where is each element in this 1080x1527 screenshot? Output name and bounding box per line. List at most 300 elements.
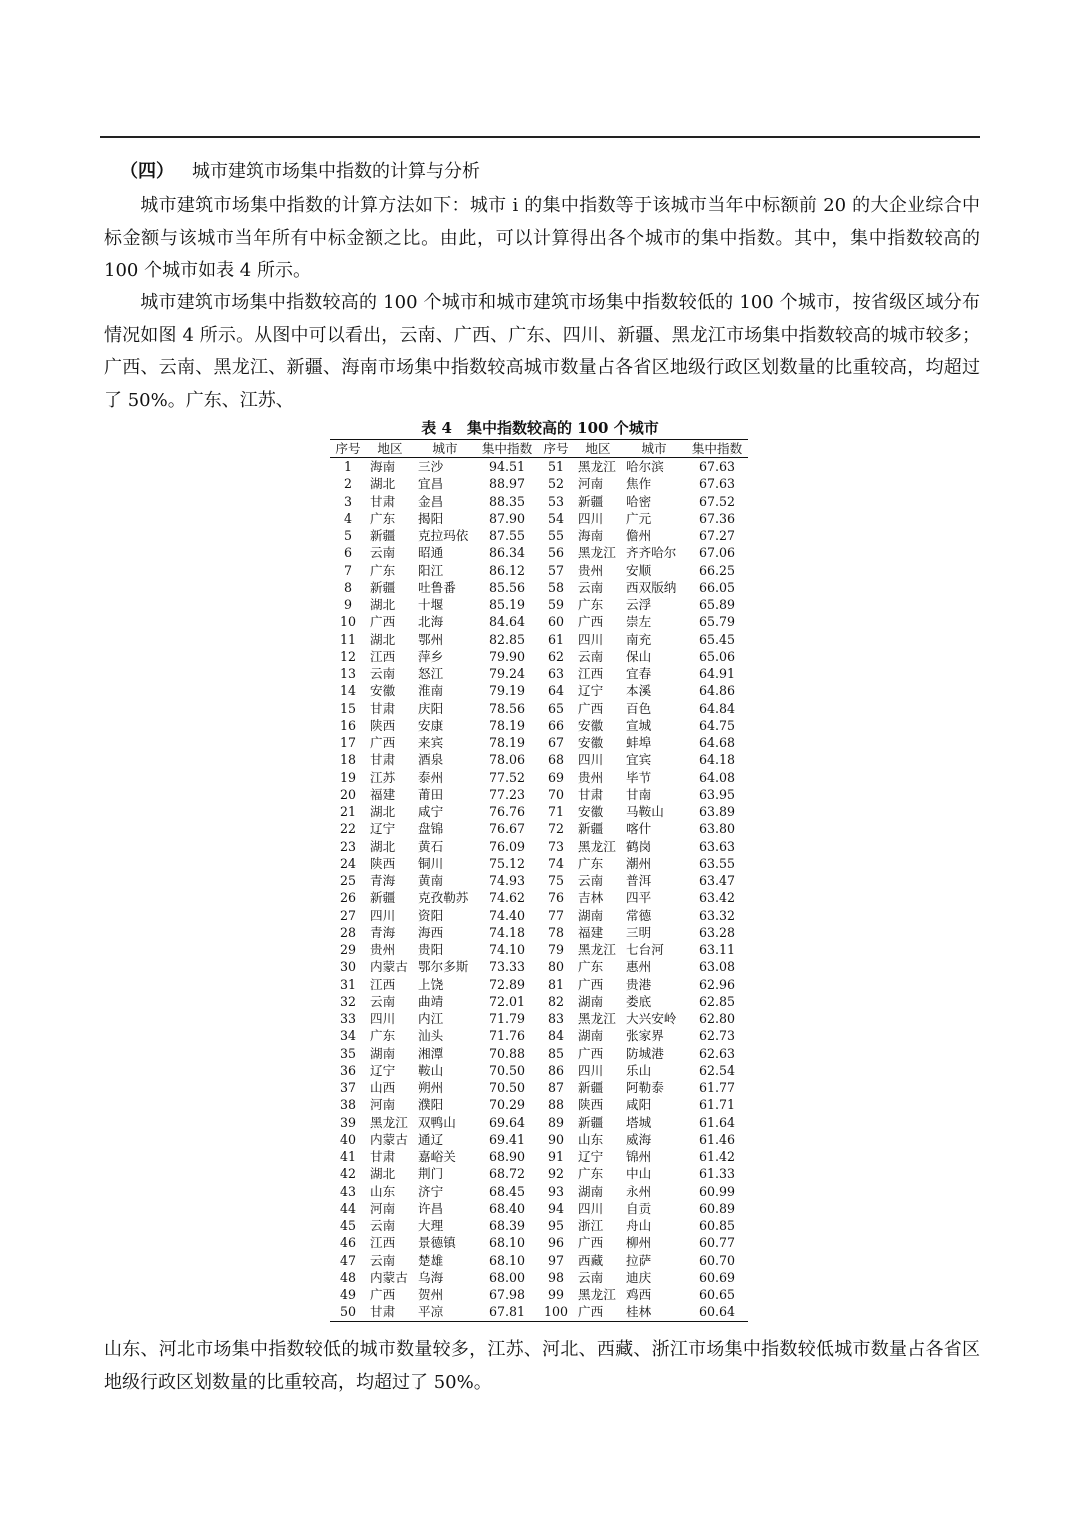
- table-row: [330, 493, 748, 510]
- table-row: [330, 562, 748, 579]
- table-cell: 湖北: [370, 1166, 396, 1182]
- table-cell: 鹤岗: [626, 838, 652, 854]
- table-cell: 98: [547, 1269, 565, 1285]
- table-row: [330, 751, 748, 768]
- table-cell: 永州: [626, 1183, 652, 1199]
- table-cell: 59: [547, 597, 565, 612]
- table-cell: 江西: [370, 648, 396, 664]
- table-row: [330, 665, 748, 682]
- table-cell: 88.35: [488, 493, 526, 509]
- table-cell: 蚌埠: [626, 735, 652, 750]
- table-cell: 82.85: [488, 631, 526, 647]
- table-cell: 七台河: [626, 942, 664, 957]
- table-row: [330, 786, 748, 803]
- table-cell: 鄂州: [418, 631, 444, 647]
- table-cell: 海南: [578, 528, 604, 543]
- table-row: [330, 803, 748, 820]
- table-cell: 来宾: [418, 735, 444, 750]
- table-row: [330, 838, 748, 855]
- table-cell: 63.80: [698, 821, 736, 837]
- table-cell: 95: [547, 1218, 565, 1233]
- table-cell: 桂林: [622, 1303, 686, 1321]
- table-row: [330, 1200, 748, 1217]
- table-cell: 海西: [418, 924, 444, 940]
- table-cell: 33: [339, 1011, 357, 1026]
- table-cell: 广东: [578, 597, 604, 612]
- table-cell: 安徽: [578, 804, 604, 819]
- table-cell: 江西: [370, 976, 396, 992]
- table-cell: 28: [339, 924, 357, 940]
- table-cell: 94: [547, 1200, 565, 1216]
- table-cell: 64: [547, 683, 565, 699]
- table-cell: 宜春: [626, 666, 652, 681]
- table-cell: 新疆: [370, 579, 396, 595]
- table-row: [330, 1148, 748, 1165]
- table-cell: 张家界: [626, 1028, 664, 1044]
- header-index: 集中指数: [686, 440, 748, 458]
- table-cell: 94.51: [488, 459, 526, 474]
- table-cell: 湖南: [370, 1045, 396, 1061]
- table-row: [330, 700, 748, 717]
- table-cell: 88.97: [488, 476, 526, 492]
- table-row: [330, 872, 748, 889]
- table-cell: 72: [547, 821, 565, 837]
- table-cell: 17: [339, 735, 357, 750]
- table-cell: 贵州: [578, 562, 604, 578]
- table-cell: 12: [339, 648, 357, 664]
- table-cell: 淮南: [418, 683, 444, 699]
- table-cell: 荆门: [418, 1166, 444, 1182]
- table-cell: 吐鲁番: [418, 579, 456, 595]
- table-cell: 63.63: [698, 838, 736, 854]
- table-cell: 湖南: [578, 1028, 604, 1044]
- table-row: [330, 855, 748, 872]
- table-cell: 克拉玛依: [418, 528, 469, 543]
- table-cell: 64.84: [698, 700, 736, 716]
- table-cell: 四川: [370, 1011, 396, 1026]
- table-cell: 74.40: [488, 907, 526, 923]
- table-cell: 黑龙江: [578, 459, 616, 474]
- table-row: [330, 458, 748, 476]
- table-cell: 辽宁: [578, 683, 604, 699]
- table-cell: 74.62: [488, 890, 526, 906]
- table-row: [330, 510, 748, 527]
- table-cell: 70.50: [488, 1062, 526, 1078]
- table-cell: 63.55: [698, 855, 736, 871]
- table-row: [330, 1062, 748, 1079]
- table-cell: 通辽: [418, 1131, 444, 1147]
- table-cell: 广西: [578, 1235, 604, 1251]
- table-cell: 57: [547, 562, 565, 578]
- table-cell: 86.34: [488, 545, 526, 561]
- table-cell: 80: [547, 959, 565, 975]
- table-cell: 65: [547, 700, 565, 716]
- table-cell: 鸡西: [626, 1287, 652, 1302]
- table-cell: 25: [339, 873, 357, 888]
- table-row: [330, 907, 748, 924]
- table-cell: 56: [547, 545, 565, 561]
- table-cell: 吉林: [578, 890, 604, 906]
- table-row: [330, 958, 748, 975]
- table-cell: 79.19: [488, 683, 526, 699]
- table-cell: 60.69: [698, 1269, 736, 1285]
- table-cell: 新疆: [370, 890, 396, 906]
- table-cell: 51: [547, 459, 565, 474]
- table-cell: 内蒙古: [370, 1131, 408, 1147]
- table-cell: 宜昌: [418, 476, 444, 492]
- table-cell: 广东: [578, 855, 604, 871]
- table-row: [330, 820, 748, 837]
- table-cell: 鄂尔多斯: [418, 959, 469, 975]
- table-cell: 64.91: [698, 666, 736, 681]
- table-cell: 甘肃: [370, 493, 396, 509]
- table-cell: 黑龙江: [578, 838, 616, 854]
- table-cell: 四川: [370, 907, 396, 923]
- table-cell: 36: [339, 1062, 357, 1078]
- table-cell: 江苏: [370, 769, 396, 785]
- table-cell: 67.98: [488, 1287, 526, 1302]
- header-index: 集中指数: [476, 440, 538, 458]
- table-row: [330, 769, 748, 786]
- table-cell: 62.54: [698, 1062, 736, 1078]
- table-cell: 贵州: [578, 769, 604, 785]
- table-cell: 安徽: [578, 717, 604, 733]
- table-cell: 甘肃: [370, 700, 396, 716]
- table-cell: 塔城: [626, 1114, 652, 1130]
- table-cell: 49: [339, 1287, 357, 1302]
- table-cell: 云南: [370, 1218, 396, 1233]
- table-cell: 广西: [370, 614, 396, 630]
- table-cell: 74: [547, 855, 565, 871]
- table-row: [330, 544, 748, 561]
- table-cell: 陕西: [370, 717, 396, 733]
- table-cell: 63.95: [698, 786, 736, 802]
- table-cell: 贺州: [418, 1287, 444, 1302]
- table-cell: 60.89: [698, 1200, 736, 1216]
- table-cell: 64.75: [698, 717, 736, 733]
- table-cell: 72.89: [488, 976, 526, 992]
- table-cell: 7: [343, 562, 352, 578]
- table-cell: 61.33: [698, 1166, 736, 1182]
- table-cell: 89: [547, 1114, 565, 1130]
- table-cell: 湖北: [370, 838, 396, 854]
- table-cell: 广东: [370, 562, 396, 578]
- table-cell: 许昌: [418, 1200, 444, 1216]
- table-cell: 云南: [370, 545, 396, 561]
- table-cell: 62.85: [698, 993, 736, 1009]
- table-cell: 61.64: [698, 1114, 736, 1130]
- table-cell: 62.63: [698, 1045, 736, 1061]
- table-cell: 66: [547, 717, 565, 733]
- table-cell: 三沙: [418, 459, 444, 474]
- table-cell: 20: [339, 786, 357, 802]
- table-cell: 67.63: [698, 459, 736, 474]
- table-cell: 22: [339, 821, 357, 837]
- header-region: 地区: [366, 440, 414, 458]
- table-cell: 62.73: [698, 1028, 736, 1044]
- table-cell: 69.64: [488, 1114, 526, 1130]
- table-cell: 齐齐哈尔: [626, 545, 677, 561]
- header-city: 城市: [622, 440, 686, 458]
- section-heading: [120, 158, 480, 186]
- table-cell: 黑龙江: [370, 1114, 408, 1130]
- table-cell: 74.18: [488, 924, 526, 940]
- table-cell: 68.40: [488, 1200, 526, 1216]
- table-cell: 内蒙古: [370, 959, 408, 975]
- table-cell: 67.52: [698, 493, 736, 509]
- table-cell: 河南: [370, 1200, 396, 1216]
- table-cell: 24: [339, 855, 357, 871]
- table-cell: 浙江: [578, 1218, 604, 1233]
- table-cell: 67: [547, 735, 565, 750]
- table-cell: 潮州: [626, 855, 652, 871]
- table-cell: 69: [547, 769, 565, 785]
- table-cell: 庆阳: [418, 700, 444, 716]
- table-cell: 哈密: [626, 493, 652, 509]
- table-cell: 67.27: [698, 528, 736, 543]
- table-row: [330, 1183, 748, 1200]
- table-cell: 68.10: [488, 1235, 526, 1251]
- table-cell: 云浮: [626, 597, 652, 612]
- table-cell: 76.67: [488, 821, 526, 837]
- table-cell: 内江: [418, 1011, 444, 1026]
- table-cell: 湖北: [370, 631, 396, 647]
- table-cell: 乐山: [626, 1062, 652, 1078]
- table-cell: 贵港: [626, 976, 652, 992]
- table-cell: 9: [343, 597, 352, 612]
- table-cell: 64.18: [698, 752, 736, 768]
- table-cell: 39: [339, 1114, 357, 1130]
- table-cell: 82: [547, 993, 565, 1009]
- table-cell: 76.76: [488, 804, 526, 819]
- table-cell: 78.19: [488, 735, 526, 750]
- table-cell: 67.36: [698, 510, 736, 526]
- table-cell: 19: [339, 769, 357, 785]
- table-cell: 克孜勒苏: [418, 890, 469, 906]
- table-cell: 汕头: [418, 1028, 444, 1044]
- table-cell: 黑龙江: [578, 1287, 616, 1302]
- table-cell: 防城港: [626, 1045, 664, 1061]
- table-cell: 景德镇: [418, 1235, 456, 1251]
- table-cell: 广元: [626, 510, 652, 526]
- table-cell: 黄石: [418, 838, 444, 854]
- table-cell: 85: [547, 1045, 565, 1061]
- table-cell: 31: [339, 976, 357, 992]
- table-cell: 黄南: [418, 873, 444, 888]
- table-cell: 四川: [578, 510, 604, 526]
- header-region: 地区: [574, 440, 622, 458]
- table-cell: 77.23: [488, 786, 526, 802]
- table-cell: 咸宁: [418, 804, 444, 819]
- table-cell: 97: [547, 1252, 565, 1268]
- table-cell: 北海: [418, 614, 444, 630]
- table-cell: 江西: [370, 1235, 396, 1251]
- table-cell: 铜川: [418, 855, 444, 871]
- table-cell: 8: [343, 579, 352, 595]
- table-cell: 湖南: [578, 1183, 604, 1199]
- table-cell: 62: [547, 648, 565, 664]
- table-cell: 山东: [370, 1183, 396, 1199]
- header-no: 序号: [538, 440, 574, 458]
- table-cell: 拉萨: [626, 1252, 652, 1268]
- table-cell: 广西: [578, 1045, 604, 1061]
- table-cell: 81: [547, 976, 565, 992]
- table-cell: 广东: [578, 1166, 604, 1182]
- table-cell: 62.96: [698, 976, 736, 992]
- table-cell: 甘南: [626, 786, 652, 802]
- table-cell: 18: [339, 752, 357, 768]
- table-cell: 湖南: [578, 993, 604, 1009]
- table-cell: 63.11: [698, 942, 736, 957]
- table-cell: 西双版纳: [626, 579, 677, 595]
- table-cell: 甘肃: [370, 752, 396, 768]
- header-no: 序号: [330, 440, 366, 458]
- table-cell: 63.47: [698, 873, 736, 888]
- table-cell: 92: [547, 1166, 565, 1182]
- table-cell: 52: [547, 476, 565, 492]
- table-cell: 61.71: [698, 1097, 736, 1113]
- table-cell: 73.33: [488, 959, 526, 975]
- table-cell: 1: [343, 459, 352, 474]
- header-city: 城市: [414, 440, 476, 458]
- table-cell: 揭阳: [418, 510, 444, 526]
- table-cell: 辽宁: [578, 1149, 604, 1164]
- table-cell: 99: [547, 1287, 565, 1302]
- table-row: [330, 993, 748, 1010]
- table-cell: 16: [339, 717, 357, 733]
- table-row: [330, 1045, 748, 1062]
- paragraph-2: 城市建筑市场集中指数较高的 100 个城市和城市建筑市场集中指数较低的 100 个城市，按省级区域分布情况如图 4 所示。从图中可以看出，云南、广西、广东、四川、新疆、黑龙江市场集中指数较高的城市较多；广西、云南、黑龙江、新疆、海南市场集中指数较高城市数量占各省区地级行政区划数量的比重较高，均超过了 50%。广东、江苏、: [104, 292, 980, 411]
- table-row: [330, 976, 748, 993]
- table-cell: 90: [547, 1131, 565, 1147]
- table-cell: 21: [339, 804, 357, 819]
- table-cell: 6: [343, 545, 352, 561]
- header-rule: [100, 136, 980, 138]
- table-cell: 66.25: [698, 562, 736, 578]
- table-cell: 65.45: [698, 631, 736, 647]
- section-title: 城市建筑市场集中指数的计算与分析: [192, 161, 480, 182]
- table-cell: 60.85: [698, 1218, 736, 1233]
- table-cell: 甘肃: [366, 1303, 414, 1321]
- table-cell: 广西: [574, 1303, 622, 1321]
- table-row: [330, 1010, 748, 1027]
- table-cell: 78.56: [488, 700, 526, 716]
- table-cell: 93: [547, 1183, 565, 1199]
- table-cell: 60.77: [698, 1235, 736, 1251]
- table-cell: 广东: [578, 959, 604, 975]
- table-cell: 本溪: [626, 683, 652, 699]
- table-cell: 5: [343, 528, 352, 543]
- table-cell: 66.05: [698, 579, 736, 595]
- table-cell: 71.76: [488, 1028, 526, 1044]
- table-cell: 楚雄: [418, 1252, 444, 1268]
- table-cell: 77.52: [488, 769, 526, 785]
- table-row: [330, 1165, 748, 1182]
- table-cell: 10: [339, 614, 357, 630]
- table-cell: 64.68: [698, 735, 736, 750]
- table-cell: 35: [339, 1045, 357, 1061]
- table-cell: 广西: [370, 735, 396, 750]
- table-cell: 68.45: [488, 1183, 526, 1199]
- table-cell: 平凉: [414, 1303, 476, 1321]
- table-cell: 77: [547, 907, 565, 923]
- table-cell: 44: [339, 1200, 357, 1216]
- table-cell: 79.24: [488, 666, 526, 681]
- table-cell: 41: [339, 1149, 357, 1164]
- table-cell: 4: [343, 510, 352, 526]
- table-cell: 86.12: [488, 562, 526, 578]
- table-cell: 安顺: [626, 562, 652, 578]
- table-cell: 63: [547, 666, 565, 681]
- table-cell: 63.32: [698, 907, 736, 923]
- table-cell: 63.28: [698, 924, 736, 940]
- table-cell: 青海: [370, 924, 396, 940]
- table-cell: 70.50: [488, 1080, 526, 1095]
- table-cell: 84.64: [488, 614, 526, 630]
- table-cell: 自贡: [626, 1200, 652, 1216]
- table-cell: 2: [343, 476, 352, 492]
- table-header-row: [330, 440, 748, 458]
- table-cell: 西藏: [578, 1252, 604, 1268]
- table-cell: 64.08: [698, 769, 736, 785]
- table-cell: 甘肃: [578, 786, 604, 802]
- table-row: [330, 1027, 748, 1044]
- table-cell: 70: [547, 786, 565, 802]
- table-cell: 23: [339, 838, 357, 854]
- table-row: [330, 1096, 748, 1113]
- table-cell: 67.63: [698, 476, 736, 492]
- table-cell: 惠州: [626, 959, 652, 975]
- table-cell: 76.09: [488, 838, 526, 854]
- table-row: [330, 648, 748, 665]
- table-cell: 60.99: [698, 1183, 736, 1199]
- table-cell: 山西: [370, 1080, 396, 1095]
- table-cell: 云南: [370, 666, 396, 681]
- table-cell: 舟山: [626, 1218, 652, 1233]
- table-row: [330, 1217, 748, 1234]
- table-cell: 60: [547, 614, 565, 630]
- table-cell: 内蒙古: [370, 1269, 408, 1285]
- table-cell: 11: [339, 631, 357, 647]
- table-cell: 黑龙江: [578, 942, 616, 957]
- table-cell: 湖北: [370, 476, 396, 492]
- table-cell: 百色: [626, 700, 652, 716]
- table-cell: 陕西: [370, 855, 396, 871]
- table-cell: 海南: [370, 459, 396, 474]
- table-cell: 84: [547, 1028, 565, 1044]
- table-cell: 58: [547, 579, 565, 595]
- table-row: [330, 527, 748, 544]
- table-cell: 广东: [370, 510, 396, 526]
- table-cell: 65.06: [698, 648, 736, 664]
- table-cell: 云南: [578, 873, 604, 888]
- table-cell: 广西: [578, 976, 604, 992]
- table-cell: 广西: [578, 700, 604, 716]
- table-cell: 40: [339, 1131, 357, 1147]
- table-cell: 贵阳: [418, 942, 444, 957]
- table-cell: 85.56: [488, 579, 526, 595]
- table-cell: 48: [339, 1269, 357, 1285]
- table-row: [330, 1303, 748, 1321]
- table-cell: 广东: [370, 1028, 396, 1044]
- table-cell: 普洱: [626, 873, 652, 888]
- table-row: [330, 579, 748, 596]
- table-cell: 怒江: [418, 666, 444, 681]
- table-row: [330, 596, 748, 613]
- table-cell: 昭通: [418, 545, 444, 561]
- table-cell: 常德: [626, 907, 652, 923]
- table-row: [330, 734, 748, 751]
